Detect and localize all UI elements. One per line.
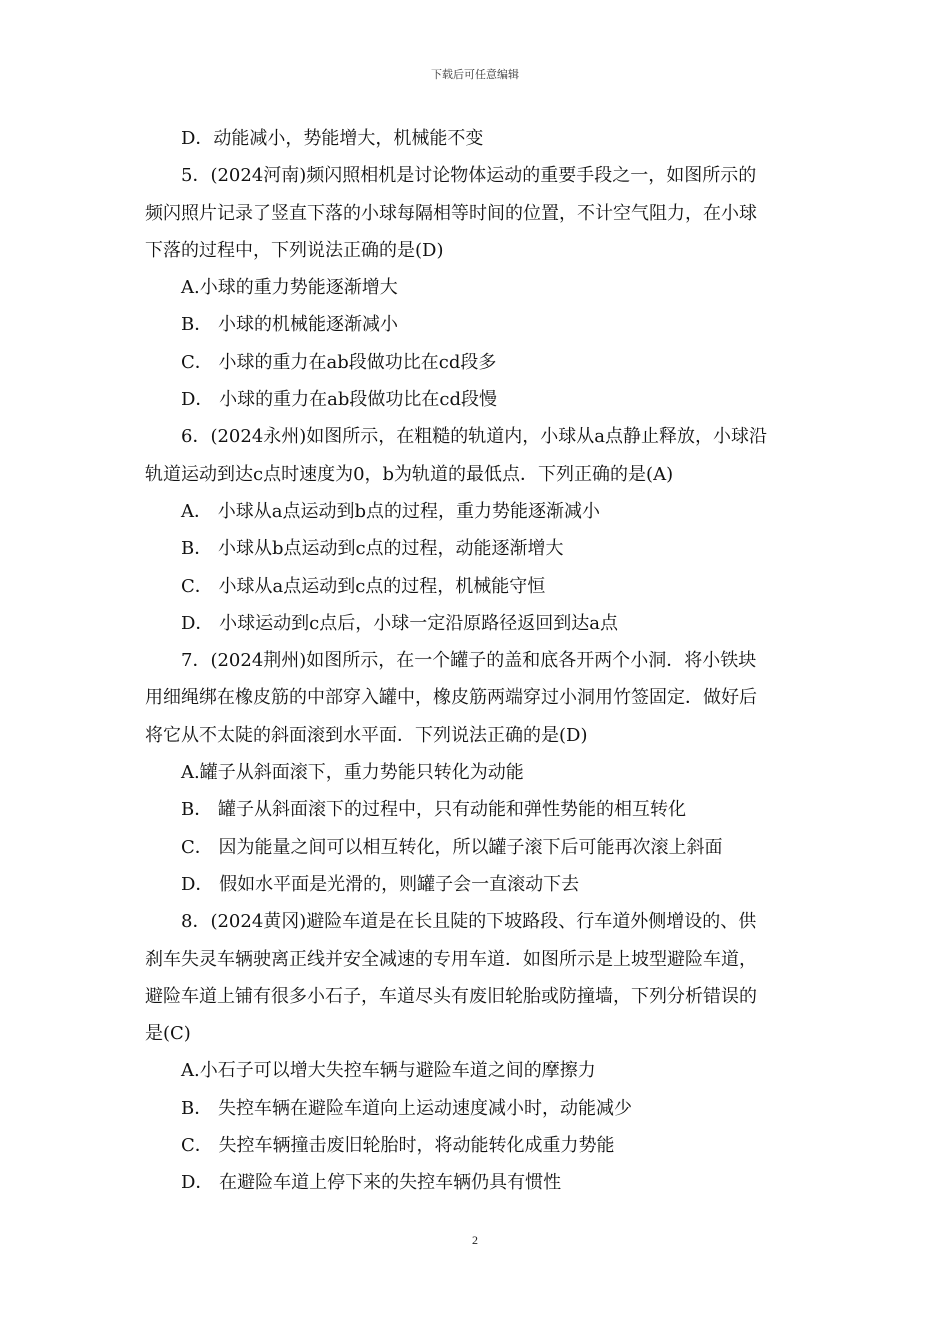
- text-line: D． 假如水平面是光滑的，则罐子会一直滚动下去: [181, 873, 580, 895]
- text-line: B． 罐子从斜面滚下的过程中，只有动能和弹性势能的相互转化: [181, 799, 686, 821]
- text-line: 6．(2024永州)如图所示，在粗糙的轨道内，小球从a点静止释放，小球沿: [181, 426, 768, 448]
- text-line: 用细绳绑在橡皮筋的中部穿入罐中，橡皮筋两端穿过小洞用竹签固定．做好后: [145, 687, 757, 709]
- text-line: D． 在避险车道上停下来的失控车辆仍具有惯性: [181, 1172, 562, 1194]
- page-number: 2: [472, 1233, 478, 1247]
- text-line: 7．(2024荆州)如图所示，在一个罐子的盖和底各开两个小洞．将小铁块: [181, 650, 757, 672]
- text-line: 8．(2024黄冈)避险车道是在长且陡的下坡路段、行车道外侧增设的、供: [181, 911, 757, 933]
- text-line: 频闪照片记录了竖直下落的小球每隔相等时间的位置，不计空气阻力，在小球: [145, 202, 757, 224]
- text-line: A.小石子可以增大失控车辆与避险车道之间的摩擦力: [181, 1060, 596, 1082]
- text-line: D． 小球的重力在ab段做功比在cd段慢: [181, 389, 498, 411]
- text-line: 下落的过程中，下列说法正确的是(D): [145, 239, 444, 261]
- text-line: A． 小球从a点运动到b点的过程，重力势能逐渐减小: [181, 500, 600, 522]
- text-line: B． 小球的机械能逐渐减小: [181, 314, 398, 336]
- text-line: 5．(2024河南)频闪照相机是讨论物体运动的重要手段之一，如图所示的: [181, 165, 757, 187]
- text-line: 轨道运动到达c点时速度为0，b为轨道的最低点．下列正确的是(A): [145, 463, 674, 485]
- text-line: 是(C): [145, 1023, 191, 1045]
- text-line: C． 失控车辆撞击废旧轮胎时，将动能转化成重力势能: [181, 1135, 615, 1157]
- text-line: A.小球的重力势能逐渐增大: [181, 277, 398, 299]
- page-header: 下载后可任意编辑: [431, 68, 519, 81]
- text-line: 避险车道上铺有很多小石子，车道尽头有废旧轮胎或防撞墙，下列分析错误的: [145, 985, 757, 1007]
- document-body: [145, 120, 810, 1202]
- text-line: C． 因为能量之间可以相互转化，所以罐子滚下后可能再次滚上斜面: [181, 836, 723, 858]
- text-line: C． 小球的重力在ab段做功比在cd段多: [181, 351, 497, 373]
- text-line: C． 小球从a点运动到c点的过程，机械能守恒: [181, 575, 546, 597]
- text-line: 刹车失灵车辆驶离正线并安全减速的专用车道．如图所示是上坡型避险车道，: [145, 948, 757, 970]
- text-line: B． 小球从b点运动到c点的过程，动能逐渐增大: [181, 538, 564, 560]
- text-line: D． 小球运动到c点后，小球一定沿原路径返回到达a点: [181, 612, 618, 634]
- text-line: 将它从不太陡的斜面滚到水平面．下列说法正确的是(D): [145, 724, 588, 746]
- text-line: A.罐子从斜面滚下，重力势能只转化为动能: [181, 762, 524, 784]
- text-line: B． 失控车辆在避险车道向上运动速度减小时，动能减少: [181, 1097, 632, 1119]
- text-line: D．动能减小，势能增大，机械能不变: [181, 128, 484, 149]
